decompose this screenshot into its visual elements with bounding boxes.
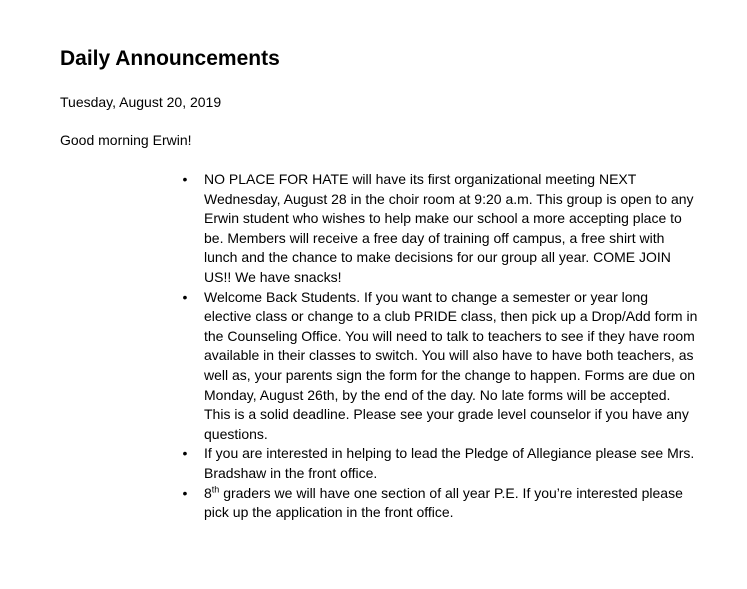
announcement-text: Welcome Back Students. If you want to change a semester or year long elective class or change to a club PRIDE class, then pick up a Drop/Add form in the Counseling Office. You will need to talk to teachers to see if they have room available in their classes to switch. You will also have to have both teachers, as well as, your parents sign the form for the change to happen. Forms are due on Monday, August 26th, by the end of the day. No late forms will be accepted. This is a solid deadline. Please see your grade level counselor if you have any questions. [204,288,698,442]
grade-ordinal-suffix: th [211,483,220,494]
grade-number: 8 [204,484,212,501]
announcement-item [178,484,698,523]
bullet-icon: • [182,445,188,462]
bullet-icon: • [182,484,188,501]
announcement-item [178,288,698,445]
announcement-item [178,444,698,483]
document-date: Tuesday, August 20, 2019 [60,94,222,110]
document-title: Daily Announcements [60,47,280,70]
announcement-text [204,485,683,521]
bullet-icon: • [182,288,188,305]
announcement-item [178,170,698,288]
document-greeting: Good morning Erwin! [60,132,192,148]
announcement-list [178,170,698,523]
bullet-icon: • [182,171,188,187]
announcement-text: If you are interested in helping to lead the Pledge of Allegiance please see Mrs. Bradshaw in the front office. [204,445,695,481]
announcement-text: NO PLACE FOR HATE will have its first organizational meeting NEXT Wednesday, August 28 in the choir room at 9:20 a.m. This group is open to any Erwin student who wishes to help make our school a more accepting place to be. Members will receive a free day of training off campus, a free shirt with lunch and the chance to make decisions for our group all year. COME JOIN US!! We have snacks! [204,171,694,285]
announcement-text-rest: graders we will have one section of all year P.E. If you’re interested please pick up the application in the front office. [204,484,683,521]
